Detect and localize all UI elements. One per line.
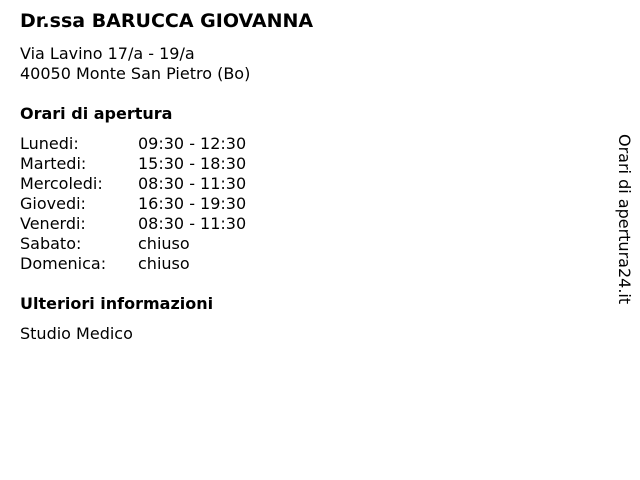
hours-value: 09:30 - 12:30 (138, 134, 247, 153)
hours-value: 16:30 - 19:30 (138, 194, 247, 213)
day-label: Venerdi: (20, 214, 86, 233)
hours-row-monday (20, 134, 246, 154)
additional-info-text: Studio Medico (20, 324, 133, 343)
site-watermark: Orari di apertura24.it (615, 134, 634, 305)
hours-value: 15:30 - 18:30 (138, 154, 247, 173)
opening-hours-table (20, 134, 246, 274)
address-city: 40050 Monte San Pietro (Bo) (20, 64, 251, 83)
additional-info-heading: Ulteriori informazioni (20, 294, 214, 313)
day-label: Giovedi: (20, 194, 86, 213)
address-block (20, 44, 250, 84)
hours-row-friday (20, 214, 246, 234)
hours-value: chiuso (138, 254, 190, 273)
hours-value: 08:30 - 11:30 (138, 214, 247, 233)
hours-row-wednesday (20, 174, 246, 194)
opening-hours-heading: Orari di apertura (20, 104, 173, 123)
hours-value: 08:30 - 11:30 (138, 174, 247, 193)
address-street: Via Lavino 17/a - 19/a (20, 44, 195, 63)
page-title: Dr.ssa BARUCCA GIOVANNA (20, 10, 314, 32)
day-label: Domenica: (20, 254, 107, 273)
hours-row-tuesday (20, 154, 246, 174)
day-label: Mercoledi: (20, 174, 103, 193)
hours-value: chiuso (138, 234, 190, 253)
hours-row-saturday (20, 234, 246, 254)
hours-row-sunday (20, 254, 246, 274)
day-label: Sabato: (20, 234, 82, 253)
hours-row-thursday (20, 194, 246, 214)
day-label: Martedi: (20, 154, 87, 173)
day-label: Lunedi: (20, 134, 79, 153)
